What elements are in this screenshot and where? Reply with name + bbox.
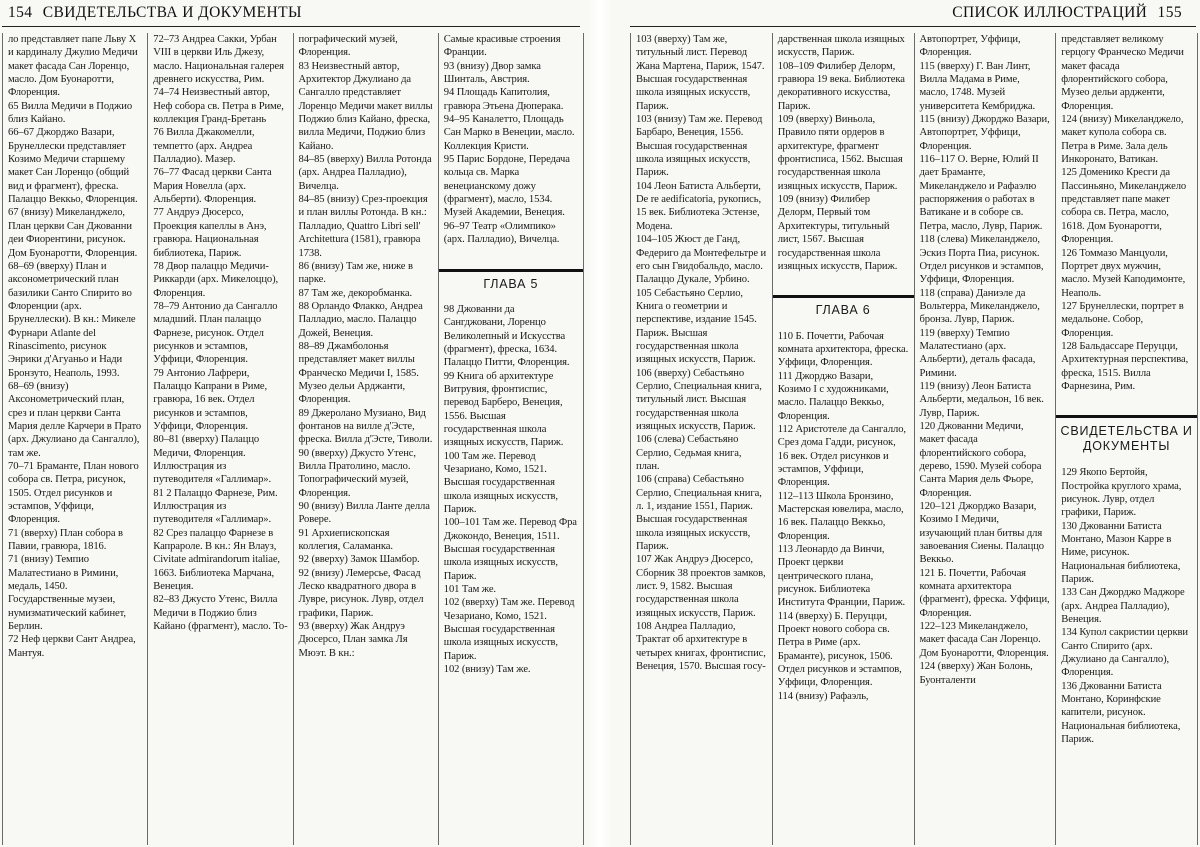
caption-entry: пографический музей, Флоренция. [298,34,398,59]
caption-entry: 96–97 Театр «Олимпико» (арх. Палладио), Вичелца. [443,220,560,246]
right-column-2 [772,33,914,845]
caption-entry: 106 (вверху) Себастьяно Серлио, Специальная книга, титульный лист. Высшая государственная школа изящных искусств, Париж. [636,367,762,432]
caption-entry: 125 Доменико Кресги да Пассиньяно, Микеланджело представляет папе макет собора св. Петра, масло, 1618. Дом Буонаротти, Флоренция. [1061,167,1187,246]
left-column-4-bottom [444,303,578,677]
caption-entry: представляет великому герцогу Франческо Медичи макет фасада флорентийского собора, Музео дельи ардженти, Флоренция. [1061,34,1184,112]
caption-entry: 84–85 (внизу) Срез-проекция и план виллы Ротонда. В кн.: Палладио, Quattro Libri sell' Architettura (1581), гравюра 1738. [298,194,428,259]
caption-entry: 128 Бальдассаре Перуцци, Архитектурная перспектива, фреска, 1515. Вилла Фарнезина, Рим. [1061,340,1189,392]
caption-entry: 129 Якопо Бертойя, Постройка круглого храма, рисунок. Лувр, отдел графики, Париж. [1061,467,1182,519]
caption-entry: 114 (внизу) Рафаэль, [777,690,869,702]
caption-entry: 108 Андреа Палладио, Трактат об архитектуре в четырех книгах, фронтиспис, Венеция, 1570. Высшая госу- [636,621,766,673]
right-column-4-bottom [1061,466,1192,746]
caption-entry: 77 Андруэ Дюсерсо, Проекция капеллы в Анэ, гравюра. Национальная библиотека, Париж. [153,207,267,259]
caption-entry: 92 (внизу) Лемерсье, Фасад Леско квадратного двора в Лувре, рисунок. Лувр, отдел графики, Париж. [298,567,424,619]
caption-entry: 109 (внизу) Филибер Делорм, Первый том Архитектуры, титульный лист, 1567. Высшая государственная школа изящных искусств, Париж. [777,194,898,272]
left-page-number: 154 [8,4,33,21]
caption-entry: 67 (внизу) Микеланджело, План церкви Сан Джованни деи Фиорентини, рисунок. Дом Буонаротти, Флоренция. [8,207,138,259]
caption-entry: 101 Там же. [443,584,496,596]
caption-entry: 133 Сан Джорджо Маджоре (арх. Андреа Палладио), Венеция. [1061,587,1185,626]
caption-entry: 115 (внизу) Джорджо Вазари, Автопортрет, Уффици, Флоренция. [919,114,1050,152]
caption-entry: 102 (вверху) Там же. Перевод Чезариано, Комо, 1521. Высшая государственная школа изящных искусств, Париж. [443,597,575,662]
caption-entry: 100 Там же. Перевод Чезариано, Комо, 1521. Высшая государственная школа изящных искусств, Париж. [443,450,558,515]
right-head-rule [630,26,1196,27]
left-running-head-title: СВИДЕТЕЛЬСТВА И ДОКУМЕНТЫ [42,4,302,21]
caption-entry: 93 (внизу) Двор замка Шинталь, Австрия. [443,60,541,86]
caption-entry: ло представляет папе Льву X и кардиналу Джулио Медичи макет фасада Сан Лоренцо, масло. Дом Буонаротти, Флоренция. [8,34,138,99]
caption-entry: 104 Леон Батиста Альберти, De re aedificatoria, рукопись, 15 век. Библиотека Эстензе, Модена. [636,180,761,232]
caption-entry: 91 Архиепископская коллегия, Саламанка. [298,527,393,553]
left-running-head [2,4,302,22]
book-gutter [588,0,612,847]
caption-entry: 76–77 Фасад церкви Санта Мария Новелла (арх. Альберти). Флоренция. [153,167,272,206]
left-column-3 [293,33,438,845]
caption-entry: 79 Антонио Лафрери, Палаццо Капрани в Риме, гравюра, 16 век. Отдел рисунков и эстампов, Уффици, Флоренция. [153,367,268,432]
caption-entry: 71 (внизу) Темпио Малатестиано в Римини, медаль, 1450. Государственные музеи, нумизматический кабинет, Берлин. [8,554,126,633]
caption-entry: 74–74 Неизвестный автор, Неф собора св. Петра в Риме, коллекция Гранд-Бретань [153,87,284,126]
caption-entry: 98 Джованни да Сангджовани, Лоренцо Великолепный и Искусства (фрагмент), фреска, 1634. Палаццо Питти, Флоренция. [443,303,570,369]
caption-entry: 100–101 Там же. Перевод Фра Джокондо, Венеция, 1511. Высшая государственная школа изящных искусств, Париж. [443,517,577,582]
caption-entry: 83 Неизвестный автор, Архитектор Джулиано да Сангалло представляет Лоренцо Медичи макет виллы Поджио близ Кайано, фреска, вилла Медичи, Поджио близ Кайано. [298,60,433,152]
caption-entry: 114 (вверху) Б. Перуцци, Проект нового собора св. Петра в Риме (арх. Браманте), рисунок, 1506. Отдел рисунков и эстампов, Уффици, Флоренция. [777,610,902,689]
caption-entry: 107 Жак Андруэ Дюсерсо, Сборник 38 проектов замков, лист. 9, 1582. Высшая государственная школа изящных искусств, Париж. [636,554,766,619]
caption-entry: 99 Книга об архитектуре Витрувия, фронтиспис, перевод Барберо, Венеция, 1556. Высшая государственная школа изящных искусств, Париж. [443,370,564,449]
chapter-heading-6: ГЛАВА 6 [773,295,914,321]
caption-entry: 108–109 Филибер Делорм, гравюра 19 века. Библиотека декоративного искусства, Париж. [777,60,905,112]
right-column-3 [914,33,1056,845]
caption-entry: 112 Аристотеле да Сангалло, Срез дома Гадди, рисунок, 16 век. Отдел рисунков и эстампов, Уффици, Флоренция. [777,423,906,489]
caption-entry: 105 Себастьяно Серлио, Книга о геометрии и перспективе, издание 1545. Париж. Высшая государственная школа изящных искусств, Париж. [636,287,757,366]
caption-entry: 84–85 (вверху) Вилла Ротонда (арх. Андреа Палладио), Вичелца. [298,154,432,192]
right-column-4 [1055,33,1198,845]
caption-entry: 70–71 Браманте, План нового собора св. Петра, рисунок, 1505. Отдел рисунков и эстампов, Уффици, Флоренция. [8,461,139,526]
caption-entry: 120–121 Джорджо Вазари, Козимо I Медичи, изучающий план битвы для завоевания Сиены. Палаццо Веккьо. [919,501,1044,566]
caption-entry: 119 (внизу) Леон Батиста Альберти, медальон, 16 век. Лувр, Париж. [919,380,1044,419]
caption-entry: 136 Джованни Батиста Монтано, Коринфские капители, рисунок. Национальная библиотека, Париж. [1061,680,1181,746]
caption-entry: 118 (слева) Микеланджело, Эскиз Порта Пиа, рисунок. Отдел рисунков и эстампов, Уффици, Флоренция. [919,234,1044,286]
right-column-1 [630,33,772,845]
right-running-head [952,4,1188,22]
chapter-heading-5: ГЛАВА 5 [439,269,583,295]
caption-entry: 90 (внизу) Вилла Ланте делла Ровере. [298,501,430,526]
caption-entry: 90 (вверху) Джусто Утенс, Вилла Пратолино, масло. Топографический музей, Флоренция. [298,447,416,499]
caption-entry: 65 Вилла Медичи в Поджио близ Кайано. [8,100,133,126]
left-column-4 [438,33,584,845]
caption-entry: 103 (внизу) Там же. Перевод Барбаро, Венеция, 1556. Высшая государственная школа изящных искусств, Париж. [636,114,763,179]
caption-entry: 119 (вверху) Темпио Малатестиано (арх. Альберти), деталь фасада, Римини. [919,327,1036,379]
caption-entry: 89 Джеролано Музиано, Вид фонтанов на вилле д'Эсте, фреска. Вилла д'Эсте, Тиволи. [298,407,433,446]
caption-entry: 110 Б. Почетти, Рабочая комната архитектора, фреска. Уффици, Флоренция. [777,330,909,369]
caption-entry: 71 (вверху) План собора в Павии, гравюра, 1816. [8,527,123,553]
caption-entry: 93 (вверху) Жак Андруэ Дюсерсо, План замка Ля Мюэт. В кн.: [298,621,408,659]
caption-entry: 72–73 Андреа Сакки, Урбан VIII в церкви Иль Джезу, масло. Национальная галерея древнего искусства, Рим. [153,34,284,86]
caption-entry: 106 (справа) Себастьяно Серлио, Специальная книга, л. 1, издание 1551, Париж. Высшая государственная школа изящных искусств, Париж. [636,474,762,553]
caption-entry: 115 (вверху) Г. Ван Линт, Вилла Мадама в Риме, масло, 1748. Музей университета Кембриджа. [919,60,1036,112]
left-column-4-top [444,33,578,247]
caption-entry: 94 Площадь Капитолия, гравюра Этьена Дюперака. [443,87,564,112]
caption-entry: 76 Вилла Джакомелли, темпетто (арх. Андреа Палладио). Мазер. [153,127,255,166]
left-columns [2,33,584,845]
right-column-2-top [778,33,909,273]
caption-entry: 104–105 Жюст де Ганд, Федериго да Монтефельтре и его сын Гвидобальдо, масло. Палаццо Дукале, Урбино. [636,234,767,286]
caption-entry: 106 (слева) Себастьяно Серлио, Седьмая книга, план. [636,434,742,472]
caption-entry: 118 (справа) Даниэле да Вольтерра, Микеланджело, бронза. Лувр, Париж. [919,287,1040,326]
chapter-heading-documents: СВИДЕТЕЛЬСТВА И ДОКУМЕНТЫ [1056,415,1197,458]
caption-entry: 66–67 Джорджо Вазари, Брунеллески представляет Козимо Медичи старшему макет Сан Лоренцо (общий вид и фрагмент), фреска. Палаццо Веккьо, Флоренция. [8,127,138,206]
caption-entry: дарственная школа изящных искусств, Париж. [777,34,905,59]
caption-entry: 81 2 Палаццо Фарнезе, Рим. Иллюстрация из путеводителя «Галлимар». [153,487,278,526]
caption-entry: 126 Томмазо Манцуоли, Портрет двух мужчин, масло. Музей Каподимонте, Неаполь. [1061,247,1186,299]
caption-entry: 94–95 Каналетто, Площадь Сан Марко в Венеции, масло. Коллекция Кристи. [443,114,575,152]
right-columns [630,33,1198,845]
caption-entry: 127 Брунеллески, портрет в медальоне. Собор, Флоренция. [1061,300,1184,339]
caption-entry: 109 (вверху) Виньола, Правило пяти ордеров в архитектуре, фрагмент фронтисписа, 1562. Высшая государственная школа изящных искусств, Париж. [777,114,903,192]
caption-entry: 122–123 Микеланджело, макет фасада Сан Лоренцо. Дом Буонаротти, Флоренция. [919,621,1049,659]
caption-entry: 95 Парис Бордоне, Передача кольца св. Марка венецианскому дожу (фрагмент), масло, 1534. Музей Академии, Венеция. [443,154,570,219]
caption-entry: 124 (вверху) Жан Болонь, Буонталенти [919,661,1033,686]
caption-entry: 68–69 (вверху) План и аксонометрический план базилики Санто Спирито во Флоренции (арх. Брунеллески). В кн.: Микеле Фурнари Atlante del Rinascimento, рисунок Энрики д'Агуаньо и Нади Бронзуто, Неаполь, 1993. [8,260,136,379]
caption-entry: 121 Б. Почетти, Рабочая комната архитектора (фрагмент), фреска. Уффици, Флоренция. [919,567,1050,619]
caption-entry: 88 Орландо Флакко, Андреа Палладио, масло. Палаццо Дожей, Венеция. [298,300,423,339]
caption-entry: Автопортрет, Уффици, Флоренция. [919,34,1021,59]
caption-entry: 111 Джорджо Вазари, Козимо I с художниками, масло. Палаццо Веккьо, Флоренция. [777,370,889,422]
caption-entry: 130 Джованни Батиста Монтано, Мазон Карре в Ниме, рисунок. Национальная библиотека, Париж. [1061,520,1181,586]
caption-entry: 88–89 Джамболонья представляет макет виллы Франческо Медичи I, 1585. Музео дельи Арджанти, Флоренция. [298,340,419,406]
caption-entry: 86 (внизу) Там же, ниже в парке. [298,260,413,286]
caption-entry: 120 Джованни Медичи, макет фасада флорентийского собора, дерево, 1590. Музей собора Санта Мария дель Фьоре, Флоренция. [919,420,1042,499]
caption-entry: 103 (вверху) Там же, титульный лист. Перевод Жана Мартена, Париж, 1547. Высшая государственная школа изящных искусств, Париж. [636,34,765,112]
caption-entry: 80–81 (вверху) Палаццо Медичи, Флоренция. Иллюстрация из путеводителя «Галлимар». [153,434,272,486]
caption-entry: 113 Леонардо да Винчи, Проект церкви центрического плана, рисунок. Библиотека Института Франции, Париж. [777,544,906,609]
caption-entry: 112–113 Школа Бронзино, Мастерская ювелира, масло, 16 век. Палаццо Веккьо, Флоренция. [777,490,904,542]
right-column-2-bottom [778,330,909,704]
caption-entry: 72 Неф церкви Сант Андреа, Мантуя. [8,634,136,659]
caption-entry: 68–69 (внизу) Аксонометрический план, срез и план церкви Санта Мария делле Карчери в Прато (арх. Джулиано да Сангалло), там же. [8,380,142,459]
caption-entry: 78–79 Антонио да Сангалло младший. План палаццо Фарнезе, рисунок. Отдел рисунков и эстампов, Уффици, Флоренция. [153,300,278,366]
left-head-rule [2,26,580,27]
left-page [0,0,588,847]
caption-entry: 124 (внизу) Микеланджело, макет купола собора св. Петра в Риме. Зала дель Инкоронато, Ватикан. [1061,114,1184,166]
caption-entry: 92 (вверху) Замок Шамбор. [298,554,420,566]
caption-entry: 102 (внизу) Там же. [443,664,531,676]
caption-entry: Самые красивые строения Франции. [443,34,561,59]
right-running-head-title: СПИСОК ИЛЛЮСТРАЦИЙ [952,4,1148,21]
left-column-2 [147,33,292,845]
right-page-number: 155 [1157,4,1182,21]
right-page [612,0,1200,847]
caption-entry: 82–83 Джусто Утенс, Вилла Медичи в Поджио близ Кайано (фрагмент), масло. То- [153,594,288,633]
right-column-4-top [1061,33,1192,393]
caption-entry: 78 Двор палаццо Медичи-Риккарди (арх. Микелоццо), Флоренция. [153,260,279,299]
caption-entry: 87 Там же, декоробманка. [298,287,412,299]
caption-entry: 134 Купол сакристии церкви Санто Спирито (арх. Джулиано да Сангалло), Флоренция. [1061,627,1188,679]
caption-entry: 116–117 О. Верне, Юлий II дает Браманте, Микеланджело и Рафаэлю распоряжения о работах в Ватикане и в соборе св. Петра, масло, Лувр, Париж. [919,154,1043,232]
left-column-1 [2,33,147,845]
caption-entry: 82 Срез палаццо Фарнезе в Капрароле. В кн.: Ян Влауз, Civitate admirandorum italiae, 1663. Библиотека Марчана, Венеция. [153,527,280,593]
